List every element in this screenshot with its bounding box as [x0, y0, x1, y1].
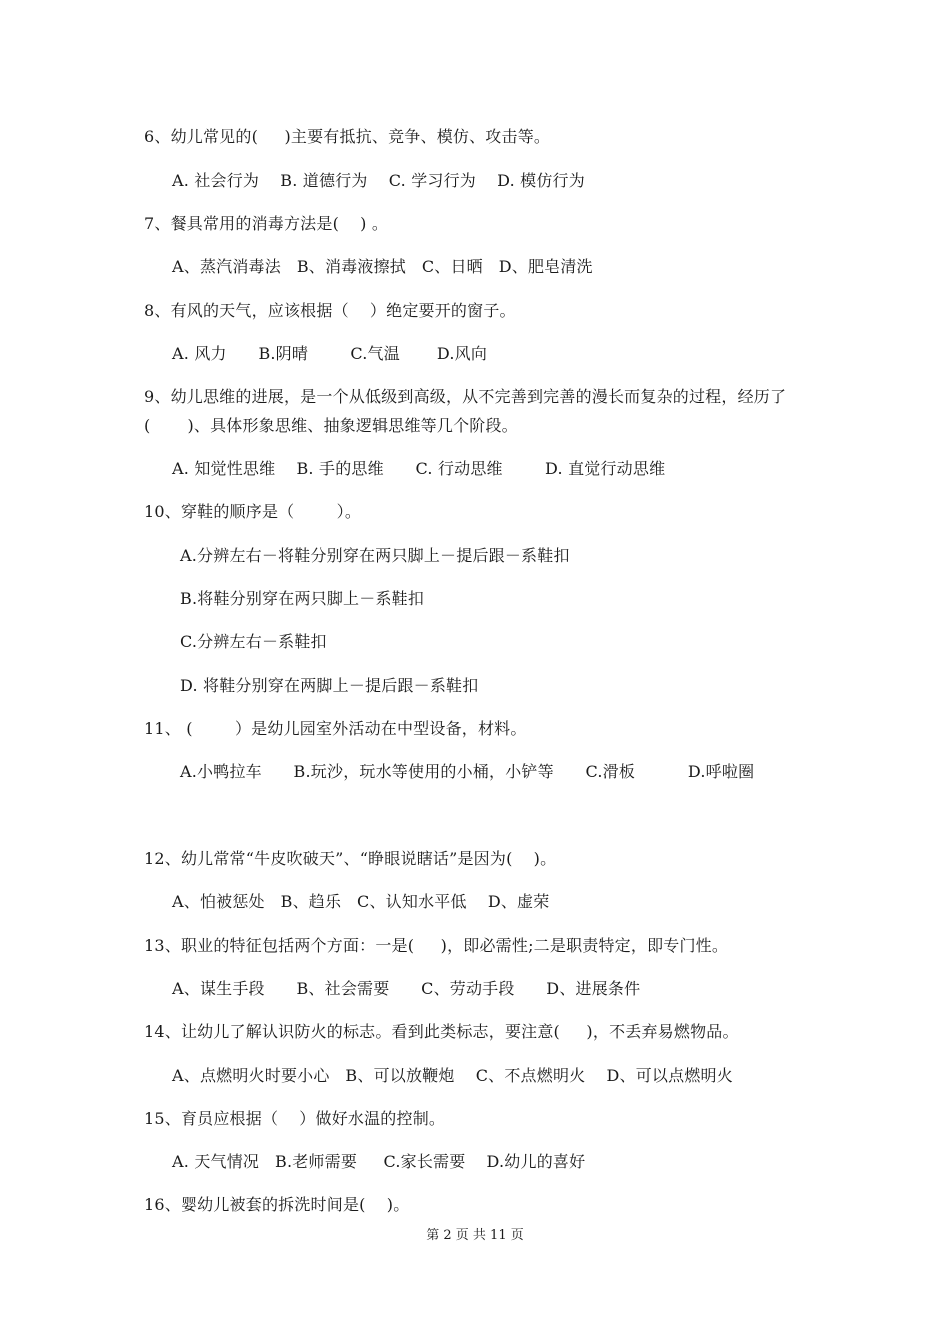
page-footer: 第 2 页 共 11 页: [426, 1228, 524, 1243]
question-6-options: A. 社会行为 B. 道德行为 C. 学习行为 D. 模仿行为: [172, 171, 585, 190]
question-9-options: A. 知觉性思维 B. 手的思维 C. 行动思维 D. 直觉行动思维: [172, 459, 666, 478]
question-13-stem: 13、职业的特征包括两个方面：一是( )，即必需性;二是职责特定，即专门性。: [144, 936, 729, 955]
question-12-options: A、怕被惩处 B、趋乐 C、认知水平低 D、虚荣: [172, 892, 550, 911]
question-7-options: A、蒸汽消毒法 B、消毒液擦拭 C、日晒 D、肥皂清洗: [172, 257, 593, 276]
question-15-stem: 15、育员应根据（ ）做好水温的控制。: [144, 1109, 446, 1128]
question-8-options: A. 风力 B.阴晴 C.气温 D.风向: [172, 344, 488, 363]
question-16-stem: 16、婴幼儿被套的拆洗时间是( )。: [144, 1195, 410, 1214]
question-14-stem: 14、让幼儿了解认识防火的标志。看到此类标志，要注意( )，不丢弃易燃物品。: [144, 1022, 739, 1041]
question-10-option-a: A.分辨左右－将鞋分别穿在两只脚上－提后跟－系鞋扣: [180, 546, 570, 565]
question-15-options: A. 天气情况 B.老师需要 C.家长需要 D.幼儿的喜好: [172, 1152, 586, 1171]
question-10-option-b: B.将鞋分别穿在两只脚上－系鞋扣: [180, 589, 425, 608]
question-11-stem: 11、 ( ）是幼儿园室外活动在中型设备，材料。: [144, 719, 527, 738]
question-10-option-d: D. 将鞋分别穿在两脚上－提后跟－系鞋扣: [180, 676, 479, 695]
question-6-stem: 6、幼儿常见的( )主要有抵抗、竞争、模仿、攻击等。: [144, 127, 551, 146]
question-8-stem: 8、有风的天气，应该根据（ ）绝定要开的窗子。: [144, 301, 516, 320]
question-12-stem: 12、幼儿常常“牛皮吹破天”、“睁眼说瞎话”是因为( )。: [144, 849, 557, 868]
question-9-stem-line-1: 9、幼儿思维的进展，是一个从低级到高级，从不完善到完善的漫长而复杂的过程，经历了: [144, 387, 787, 406]
question-14-options: A、点燃明火时要小心 B、可以放鞭炮 C、不点燃明火 D、可以点燃明火: [172, 1066, 733, 1085]
question-10-stem: 10、穿鞋的顺序是（ ）。: [144, 502, 362, 521]
question-10-option-c: C.分辨左右－系鞋扣: [180, 632, 327, 651]
question-13-options: A、谋生手段 B、社会需要 C、劳动手段 D、进展条件: [172, 979, 641, 998]
question-11-options: A.小鸭拉车 B.玩沙，玩水等使用的小桶，小铲等 C.滑板 D.呼啦圈: [180, 762, 755, 781]
question-9-stem-line-2: ( )、具体形象思维、抽象逻辑思维等几个阶段。: [144, 416, 518, 435]
question-7-stem: 7、餐具常用的消毒方法是( ) 。: [144, 214, 389, 233]
